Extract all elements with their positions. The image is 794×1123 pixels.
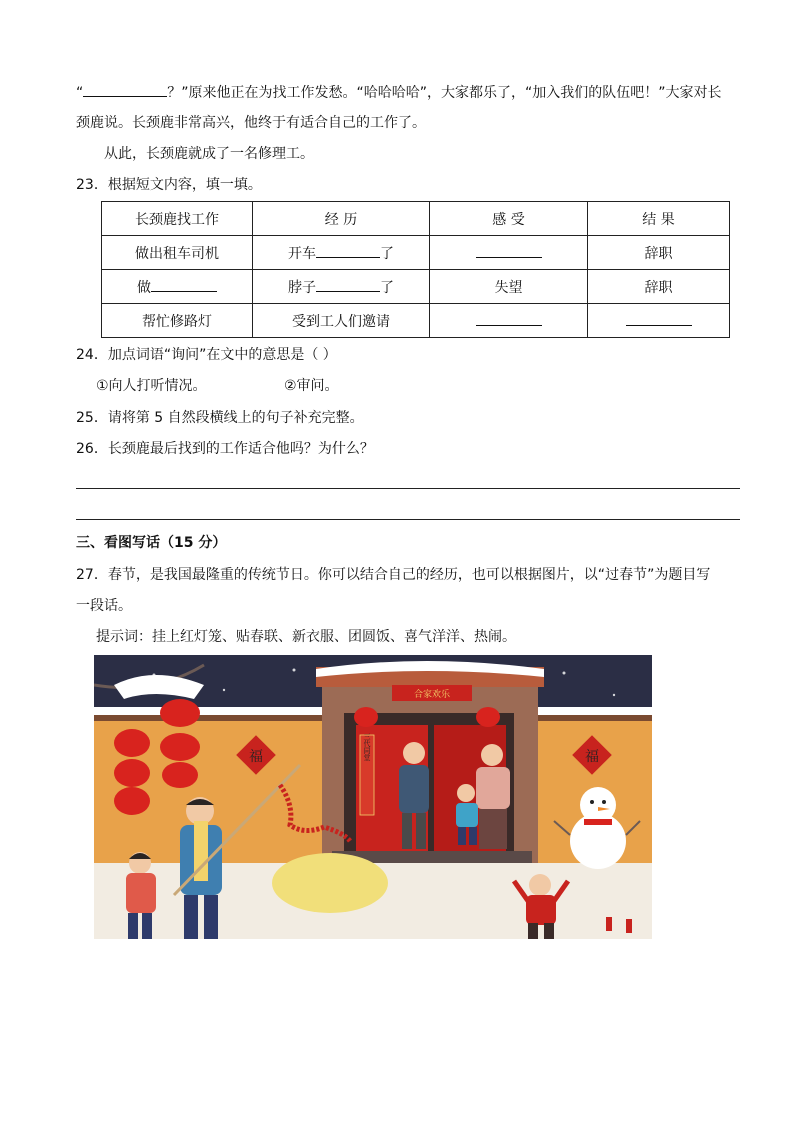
svg-text:福: 福 (585, 749, 599, 765)
option-1[interactable]: ①向人打听情况。 (96, 378, 207, 394)
header-result: 结 果 (588, 202, 730, 236)
question-27: 27．春节，是我国最隆重的传统节日。你可以结合自己的经历，也可以根据图片，以“过春节”为题目写 (76, 567, 711, 583)
answer-blank[interactable] (316, 277, 380, 292)
spring-festival-illustration (94, 655, 652, 939)
hint-words: 提示词：挂上红灯笼、贴春联、新衣服、团圆饭、喜气洋洋、热闹。 (96, 629, 516, 645)
question-24: 24．加点词语“询问”在文中的意思是（ ） (76, 347, 337, 363)
answer-blank[interactable] (83, 82, 167, 97)
answer-blank[interactable] (626, 311, 692, 326)
cell-result (588, 304, 730, 338)
cell-experience: 受到工人们邀请 (253, 304, 430, 338)
passage-line-3: 从此，长颈鹿就成了一名修理工。 (104, 146, 314, 162)
cell-job: 帮忙修路灯 (102, 304, 253, 338)
passage-text: ？”原来他正在为找工作发愁。“哈哈哈哈”，大家都乐了，“加入我们的队伍吧！”大家对长 (167, 85, 722, 101)
answer-blank[interactable] (476, 311, 542, 326)
door-couplet: 三代同堂 (363, 733, 371, 761)
svg-text:福: 福 (249, 749, 263, 765)
answer-blank[interactable] (151, 277, 217, 292)
passage-line-1 (76, 82, 722, 103)
option-2[interactable]: ②审问。 (284, 378, 339, 394)
quote-open: “ (76, 85, 84, 101)
section-title: 三、看图写话（15 分） (76, 535, 227, 551)
header-experience: 经 历 (253, 202, 430, 236)
cell-job: 做 (102, 270, 253, 304)
table-row (102, 236, 730, 270)
question-25: 25．请将第 5 自然段横线上的句子补充完整。 (76, 410, 364, 426)
passage-line-2: 颈鹿说。长颈鹿非常高兴，他终于有适合自己的工作了。 (76, 115, 426, 131)
fill-in-table (101, 201, 730, 338)
cell-job: 做出租车司机 (102, 236, 253, 270)
answer-blank[interactable] (316, 243, 380, 258)
table-row (102, 304, 730, 338)
answer-line[interactable] (76, 519, 740, 520)
question-26: 26．长颈鹿最后找到的工作适合他吗？为什么？ (76, 441, 374, 457)
header-feeling: 感 受 (430, 202, 588, 236)
table-header-row (102, 202, 730, 236)
header-job: 长颈鹿找工作 (102, 202, 253, 236)
cell-experience: 开车 了 (253, 236, 430, 270)
cell-feeling (430, 304, 588, 338)
gate-plaque: 合家欢乐 (413, 690, 451, 700)
cell-feeling: 失望 (430, 270, 588, 304)
answer-blank[interactable] (476, 243, 542, 258)
cell-experience: 脖子 了 (253, 270, 430, 304)
cell-feeling (430, 236, 588, 270)
answer-line[interactable] (76, 488, 740, 489)
cell-result: 辞职 (588, 236, 730, 270)
question-27-cont: 一段话。 (76, 598, 132, 614)
table-row (102, 270, 730, 304)
cell-result: 辞职 (588, 270, 730, 304)
question-23: 23．根据短文内容，填一填。 (76, 177, 262, 193)
